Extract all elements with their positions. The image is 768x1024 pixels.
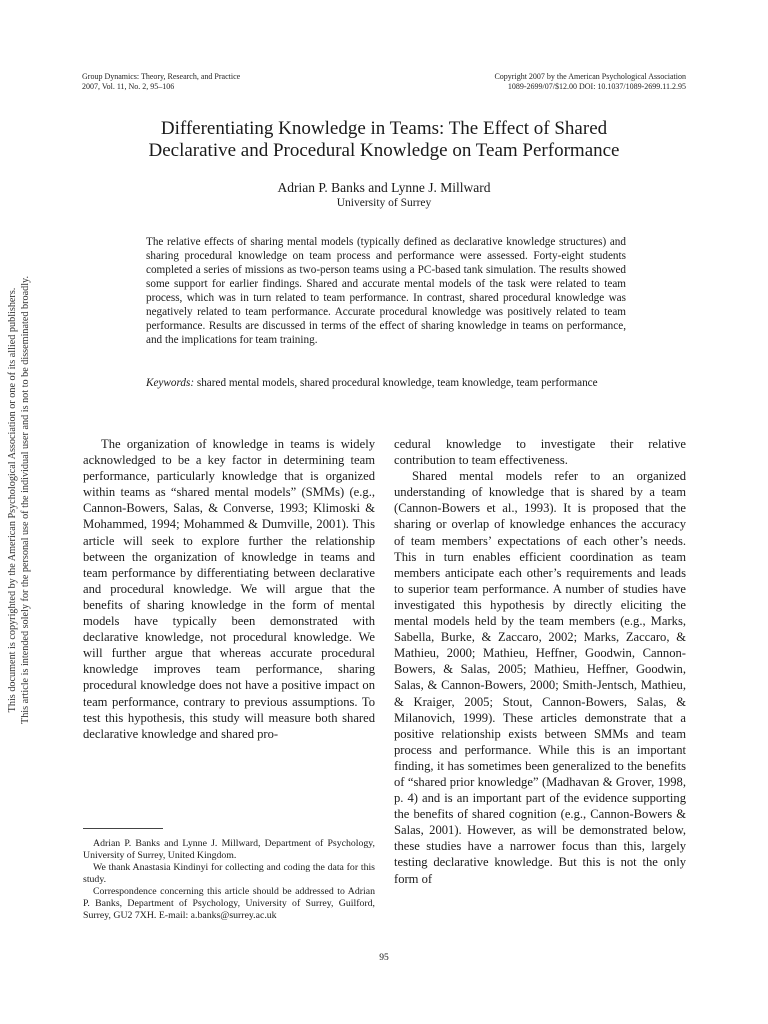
author-names: Adrian P. Banks and Lynne J. Millward [277,180,491,195]
footnote-divider [83,828,163,829]
title-line-2: Declarative and Procedural Knowledge on Team Performance [148,140,620,161]
footnote-affiliation: Adrian P. Banks and Lynne J. Millward, Department of Psychology, University of Surrey, United Kingdom. [83,838,375,861]
copyright-side-notice [6,260,32,740]
body-paragraph: The organization of knowledge in teams is widely acknowledged to be a key factor in determining team performance, particularly knowledge that is organized within teams as “shared mental models” (SMMs) (e.g., Cannon-Bowers, Salas, & Converse, 1993; Klimoski & Mohammed, 1994; Mohammed & Dumville, 2001). This article will seek to explore further the relationship between the organization of knowledge in teams and team performance by differentiating between declarative and procedural knowledge. We will argue that the benefits of sharing knowledge in the form of mental models have typically been demonstrated with declarative knowledge, not procedural knowledge. We will further argue that whereas accurate procedural knowledge improves team performance, sharing procedural knowledge does not have a positive impact on team performance, contrary to previous assumptions. To test this hypothesis, this study will measure both shared declarative knowledge and shared pro- [83,437,375,741]
running-header-journal [82,72,240,91]
side-notice-line-1: This document is copyrighted by the American Psychological Association or one of its allied publishers. [7,287,18,713]
footnote-acknowledgment: We thank Anastasia Kindinyi for collecting and coding the data for this study. [83,862,375,885]
copyright-notice: Copyright 2007 by the American Psychological Association [494,72,686,81]
keywords-text: shared mental models, shared procedural knowledge, team knowledge, team performance [194,377,598,389]
body-column-left [83,436,375,742]
body-paragraph: Shared mental models refer to an organized understanding of knowledge that is shared by a team (Cannon-Bowers et al., 1993). It is proposed that the sharing or overlap of knowledge enhances the accuracy of team members’ expectations of each other’s needs. This in turn enables efficient coordination as team members anticipate each other’s requirements and leads to superior team performance. A number of studies have investigated this hypothesis by directly eliciting the mental models held by the team members (e.g., Marks, Sabella, Burke, & Zaccaro, 2002; Marks, Zaccaro, & Mathieu, 2000; Mathieu, Heffner, Goodwin, Cannon-Bowers, & Salas, 2005; Mathieu, Heffner, Goodwin, Salas, & Cannon-Bowers, 2000; Smith-Jentsch, Mathieu, & Kraiger, 2005; Stout, Cannon-Bowers, Salas, & Milanovich, 1999). These articles demonstrate that a positive relationship exists between SMMs and team process and performance. While this is an important finding, it has sometimes been generalized to the benefits of “shared prior knowledge” (Madhavan & Grover, 1998, p. 4) and is an important part of the evidence supporting the benefits of shared cognition (e.g., Cannon-Bowers & Salas, 2001). However, as will be demonstrated below, these studies have a narrower focus than this, largely testing declarative knowledge. But this is not the only form of [394,469,686,886]
journal-name: Group Dynamics: Theory, Research, and Practice [82,72,241,81]
body-column-right [394,436,686,887]
keywords-label: Keywords: [146,377,195,389]
abstract: The relative effects of sharing mental models (typically defined as declarative knowledge structures) and sharing procedural knowledge on team process and performance were assessed. Forty-eight students completed a series of missions as two-person teams using a PC-based tank simulation. The results showed some support for earlier findings. Shared and accurate mental models of the task were related to team process, which was in turn related to team performance. In contrast, shared procedural knowledge was negatively related to team performance. Accurate procedural knowledge was positively related to team performance. Results are discussed in terms of the effect of sharing knowledge in teams on performance, and the implications for team training. [146,236,626,346]
keywords [146,376,626,390]
article-title [60,118,708,162]
journal-volume: 2007, Vol. 11, No. 2, 95–106 [82,81,175,91]
author-note [83,838,375,922]
page-number: 95 [379,953,389,963]
side-notice-line-2: This article is intended solely for the personal use of the individual user and is not to be disseminated broadly. [20,275,31,725]
doi-line: 1089-2699/07/$12.00 DOI: 10.1037/1089-2699.11.2.95 [507,81,686,91]
author-affiliation: University of Surrey [336,197,432,209]
footnote-correspondence: Correspondence concerning this article should be addressed to Adrian P. Banks, Department of Psychology, University of Surrey, Guilford, Surrey, GU2 7XH. E-mail: a.banks@surrey.ac.uk [83,886,375,921]
running-header-copyright [494,72,686,91]
body-paragraph-continued: cedural knowledge to investigate their relative contribution to team effectiveness. [394,437,686,468]
title-line-1: Differentiating Knowledge in Teams: The Effect of Shared [160,118,608,139]
